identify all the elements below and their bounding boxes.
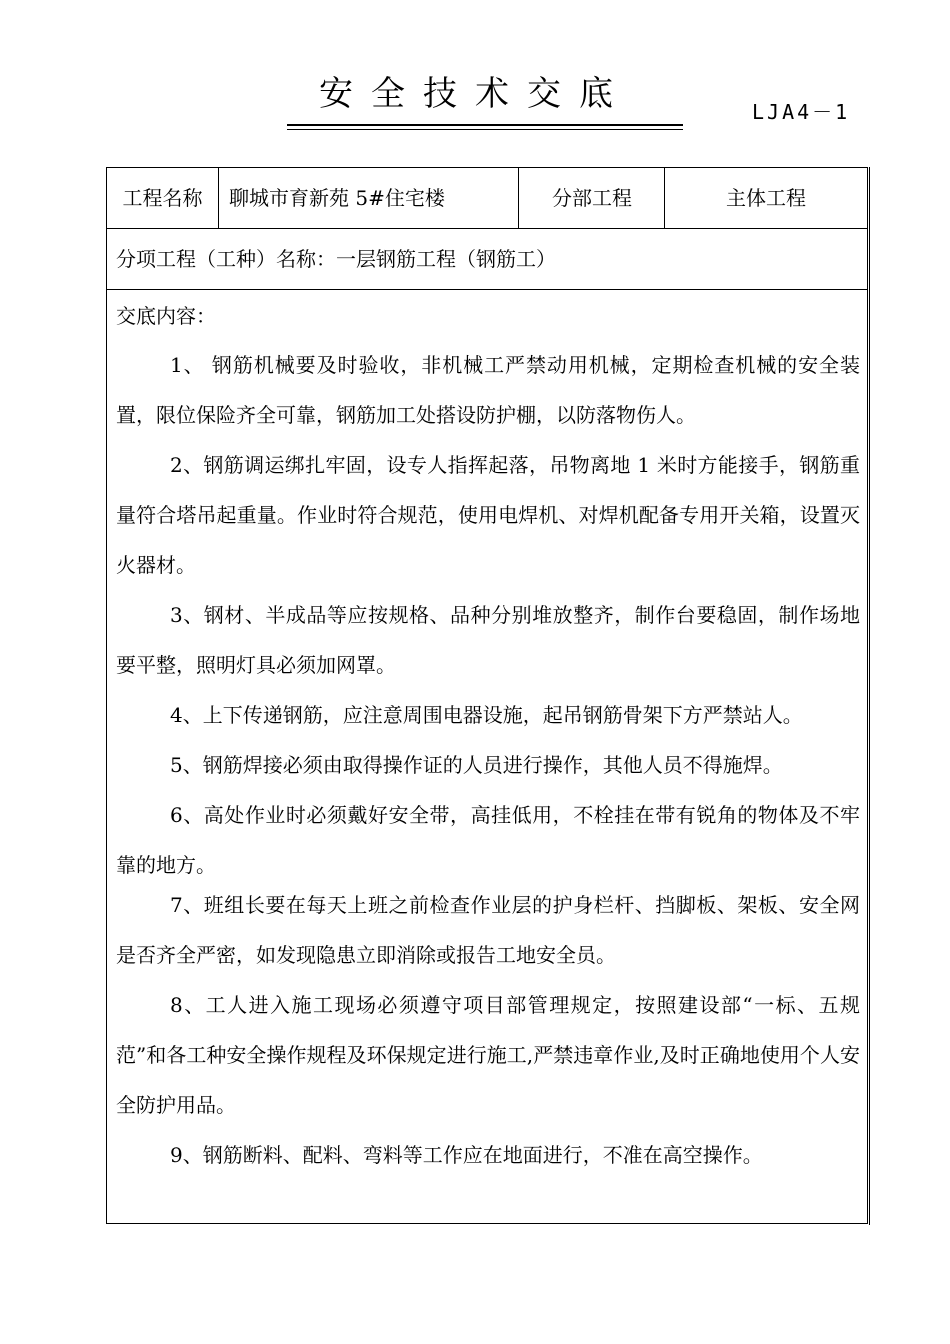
item-6: 6、高处作业时必须戴好安全带，高挂低用，不栓挂在带有锐角的物体及不牢靠的地方。 [116, 803, 860, 877]
subitem-text [116, 229, 556, 289]
item-7: 7、班组长要在每天上班之前检查作业层的护身栏杆、挡脚板、架板、安全网是否齐全严密，如发现隐患立即消除或报告工地安全员。 [116, 893, 860, 967]
project-row [107, 168, 867, 229]
division-value: 主体工程 [726, 186, 806, 210]
project-name-value: 聊城市育新苑 5#住宅楼 [219, 168, 519, 228]
title-underline-thick [287, 124, 683, 126]
subitem-value: 一层钢筋工程（钢筋工） [336, 247, 556, 271]
item-1: 1、 钢筋机械要及时验收，非机械工严禁动用机械，定期检查机械的安全装置，限位保险齐全可靠，钢筋加工处搭设防护棚，以防落物伤人。 [116, 353, 860, 427]
item-4: 4、上下传递钢筋，应注意周围电器设施，起吊钢筋骨架下方严禁站人。 [170, 703, 803, 727]
item-2: 2、钢筋调运绑扎牢固，设专人指挥起落，吊物离地 1 米时方能接手，钢筋重量符合塔吊起重量。作业时符合规范，使用电焊机、对焊机配备专用开关箱，设置灭火器材。 [116, 453, 860, 577]
item-8: 8、工人进入施工现场必须遵守项目部管理规定，按照建设部“一标、五规范”和各工种安全操作规程及环保规定进行施工,严禁违章作业,及时正确地使用个人安全防护用品。 [116, 993, 860, 1117]
subitem-label: 分项工程（工种）名称： [116, 247, 336, 271]
disclosure-table [106, 167, 868, 1224]
content-label: 交底内容： [116, 304, 216, 328]
item-9: 9、钢筋断料、配料、弯料等工作应在地面进行，不准在高空操作。 [170, 1143, 763, 1167]
subitem-row [107, 229, 867, 290]
division-label: 分部工程 [520, 168, 665, 228]
title-underline-thin [287, 129, 683, 130]
item-5: 5、钢筋焊接必须由取得操作证的人员进行操作，其他人员不得施焊。 [170, 753, 783, 777]
item-3: 3、钢材、半成品等应按规格、品种分别堆放整齐，制作台要稳固，制作场地要平整，照明灯具必须加网罩。 [116, 603, 860, 677]
table-shadow-line [869, 167, 870, 1225]
document-title: 安全技术交底 [319, 74, 631, 114]
form-code: LJA4－1 [752, 100, 851, 124]
project-name-label: 工程名称 [107, 168, 219, 228]
